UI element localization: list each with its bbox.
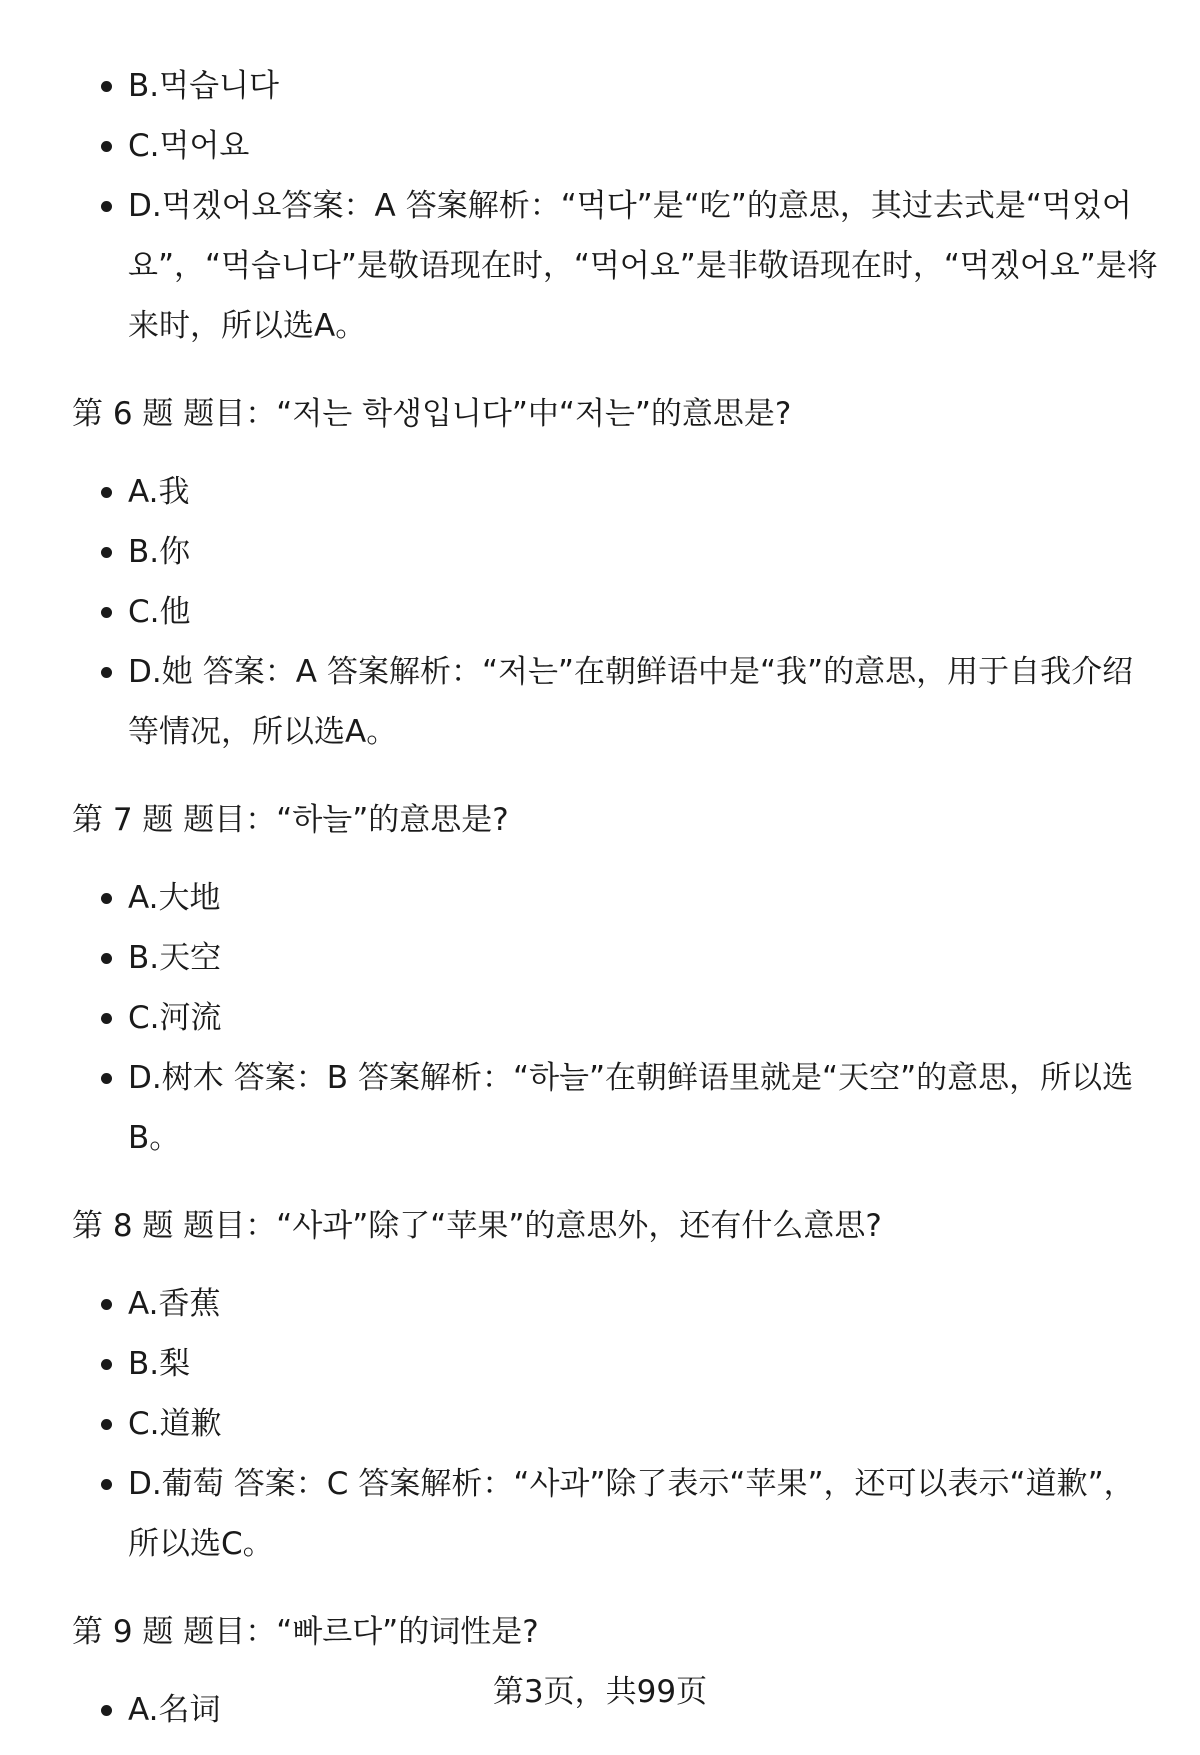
option-d: D.她 答案：A 答案解析：“저는”在朝鲜语中是“我”的意思，用于自我介绍等情况，所以选A。 <box>128 642 1162 762</box>
question-7-title: 第 7 题 题目：“하늘”的意思是? <box>72 802 509 838</box>
question-list <box>72 56 1162 1740</box>
page-indicator: 第3页，共99页 <box>492 1674 708 1710</box>
question-6-title: 第 6 题 题目：“저는 학생입니다”中“저는”的意思是? <box>72 396 792 432</box>
option-b: B.梨 <box>128 1334 1162 1394</box>
answer-label: 答案：A <box>281 188 396 224</box>
option-a: A.名词 <box>128 1680 1162 1740</box>
answer-analysis: 答案解析：“먹다”是“吃”的意思，其过去式是“먹었어요”，“먹습니다”是敬语现在时，“먹어요”是非敬语现在时，“먹겠어요”是将来时，所以选A。 <box>128 188 1158 344</box>
option-c: C.河流 <box>128 988 1162 1048</box>
answer-analysis: 答案解析：“사과”除了表示“苹果”，还可以表示“道歉”，所以选C。 <box>128 1466 1135 1562</box>
answer-label: 答案：B <box>233 1060 349 1096</box>
option-b: B.먹습니다 <box>128 56 1162 116</box>
option-c: C.他 <box>128 582 1162 642</box>
option-a: A.我 <box>128 462 1162 522</box>
option-d: D.먹겠어요答案：A 答案解析：“먹다”是“吃”的意思，其过去式是“먹었어요”，“먹습니다”是敬语现在时，“먹어요”是非敬语现在时，“먹겠어요”是将来时，所以选A。 <box>128 176 1162 356</box>
answer-analysis: 答案解析：“저는”在朝鲜语中是“我”的意思，用于自我介绍等情况，所以选A。 <box>128 654 1134 750</box>
question-8-title: 第 8 题 题目：“사과”除了“苹果”的意思外，还有什么意思? <box>72 1208 882 1244</box>
answer-label: 答案：C <box>233 1466 349 1502</box>
option-c: C.道歉 <box>128 1394 1162 1454</box>
question-8-options <box>72 1274 1162 1574</box>
option-b: B.你 <box>128 522 1162 582</box>
question-5-options <box>72 56 1162 356</box>
question-6-options <box>72 462 1162 762</box>
option-d: D.树木 答案：B 答案解析：“하늘”在朝鲜语里就是“天空”的意思，所以选B。 <box>128 1048 1162 1168</box>
option-b: B.天空 <box>128 928 1162 988</box>
answer-analysis: 答案解析：“하늘”在朝鲜语里就是“天空”的意思，所以选B。 <box>128 1060 1134 1156</box>
question-9-title: 第 9 题 题目：“빠르다”的词性是? <box>72 1614 539 1650</box>
question-7-options <box>72 868 1162 1168</box>
answer-label: 答案：A <box>202 654 317 690</box>
option-a: A.香蕉 <box>128 1274 1162 1334</box>
option-c: C.먹어요 <box>128 116 1162 176</box>
option-a: A.大地 <box>128 868 1162 928</box>
option-d: D.葡萄 答案：C 答案解析：“사과”除了表示“苹果”，还可以表示“道歉”，所以选C。 <box>128 1454 1162 1574</box>
